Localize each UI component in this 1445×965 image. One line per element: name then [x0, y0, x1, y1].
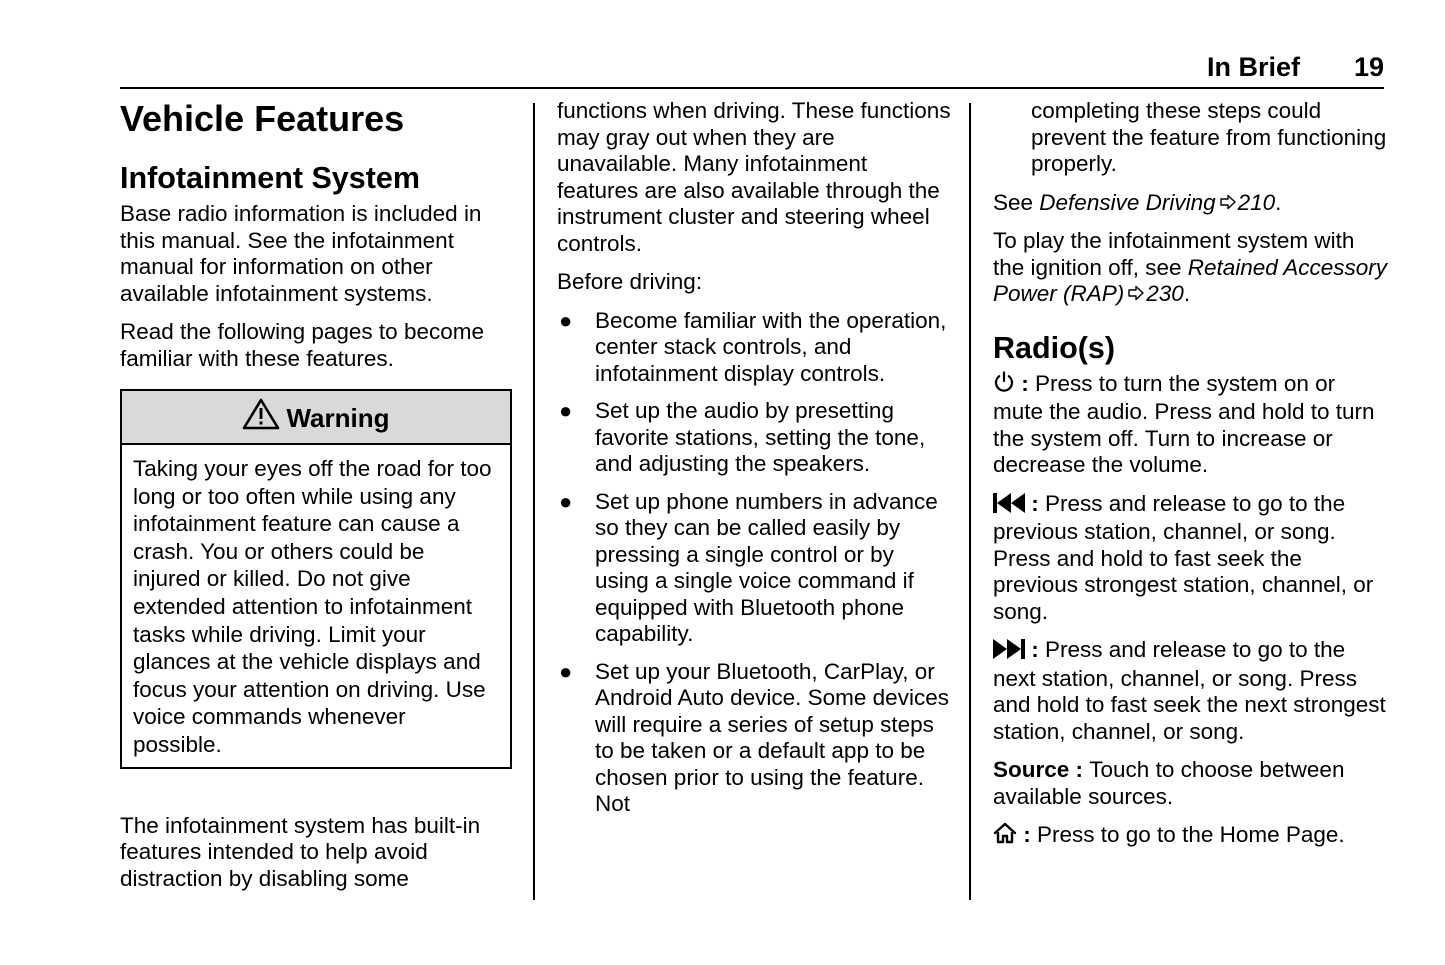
- bullet-icon: ●: [559, 488, 573, 514]
- home-control-description: : Press to go to the Home Page.: [993, 822, 1388, 851]
- column-divider-2: [969, 103, 971, 900]
- bullet-icon: ●: [559, 307, 573, 333]
- column-3: [993, 98, 1388, 863]
- power-control-description: : Press to turn the system on or mute the audio. Press and hold to turn the system off. Turn to increase or decrease the volume.: [993, 370, 1375, 477]
- list-item: ● Set up your Bluetooth, CarPlay, or Android Auto device. Some devices will require a series of setup steps to be taken or a default app to be chosen prior to using the feature. Not: [559, 658, 949, 816]
- column-2: [557, 98, 952, 829]
- intro-paragraph: Base radio information is included in this manual. See the infotainment manual for information on other available infotainment systems.: [120, 201, 482, 306]
- before-driving-list: [557, 308, 952, 818]
- before-driving-label: Before driving:: [557, 269, 703, 294]
- warning-triangle-icon: [242, 398, 280, 430]
- bullet-icon: ●: [559, 398, 573, 423]
- continued-bullet-text: completing these steps could prevent the feature from functioning properly.: [1031, 98, 1387, 176]
- column-1: [120, 98, 512, 904]
- page-ref-230[interactable]: 230: [1146, 281, 1184, 306]
- xref-defensive-driving[interactable]: Defensive Driving: [1039, 189, 1216, 215]
- column-divider-1: [533, 103, 535, 900]
- xref-rap[interactable]: Retained Accessory Power (RAP): [993, 254, 1387, 306]
- list-item: ● Set up the audio by presetting favorite stations, setting the tone, and adjusting the speakers.: [559, 398, 926, 476]
- section-heading: Infotainment System: [120, 161, 420, 195]
- skip-forward-icon: [993, 639, 1025, 659]
- warning-header: [122, 391, 510, 445]
- home-icon: [993, 822, 1017, 844]
- page-ref-210[interactable]: 210: [1237, 189, 1276, 215]
- warning-title: Warning: [286, 403, 390, 433]
- header-rule: [120, 87, 1384, 89]
- page-reference-arrow-icon: [1220, 194, 1236, 210]
- source-label: Source: [993, 757, 1070, 782]
- warning-text: Taking your eyes off the road for too long or too often while using any infotainment feature can cause a crash. You or others could be injured or killed. Do not give extended attention to infotainment tasks while driving. Limit your glances at the vehicle displays and focus your attention on driving. Use voice commands whenever possible.: [133, 456, 492, 757]
- see-defensive-driving: See Defensive Driving 210.: [993, 189, 1282, 215]
- section-title: In Brief: [1206, 52, 1300, 82]
- skip-back-icon: [993, 493, 1025, 513]
- functions-paragraph: functions when driving. These functions may gray out when they are unavailable. Many infotainment features are also available through the instrument cluster and steering wheel controls.: [557, 98, 951, 256]
- list-item: ● Set up phone numbers in advance so they can be called easily by pressing a single control or by using a single voice command if equipped with Bluetooth phone capability.: [559, 488, 938, 646]
- next-control-description: : Press and release to go to the next station, channel, or song. Press and hold to fast seek the next strongest station, channel, or song.: [993, 637, 1386, 744]
- radio-heading: Radio(s): [993, 330, 1115, 365]
- warning-box: [120, 389, 512, 769]
- source-control-description: Source : Touch to choose between available sources.: [993, 757, 1345, 809]
- page-title: Vehicle Features: [120, 98, 405, 139]
- rap-paragraph: To play the infotainment system with the ignition off, see Retained Accessory Power (RAP) 230.: [993, 228, 1387, 306]
- page-header: [120, 52, 1384, 86]
- built-in-features-paragraph: The infotainment system has built-in features intended to help avoid distraction by disabling some: [120, 812, 481, 891]
- read-pages-paragraph: Read the following pages to become familiar with these features.: [120, 319, 484, 371]
- list-item: ● Become familiar with the operation, center stack controls, and infotainment display controls.: [559, 307, 947, 386]
- previous-control-description: : Press and release to go to the previous station, channel, or song. Press and hold to fast seek the previous strongest station, channel, or song.: [993, 490, 1374, 624]
- page-reference-arrow-icon: [1128, 285, 1144, 301]
- bullet-icon: ●: [559, 658, 573, 684]
- page-number: 19: [1353, 52, 1384, 82]
- power-icon: [993, 371, 1015, 393]
